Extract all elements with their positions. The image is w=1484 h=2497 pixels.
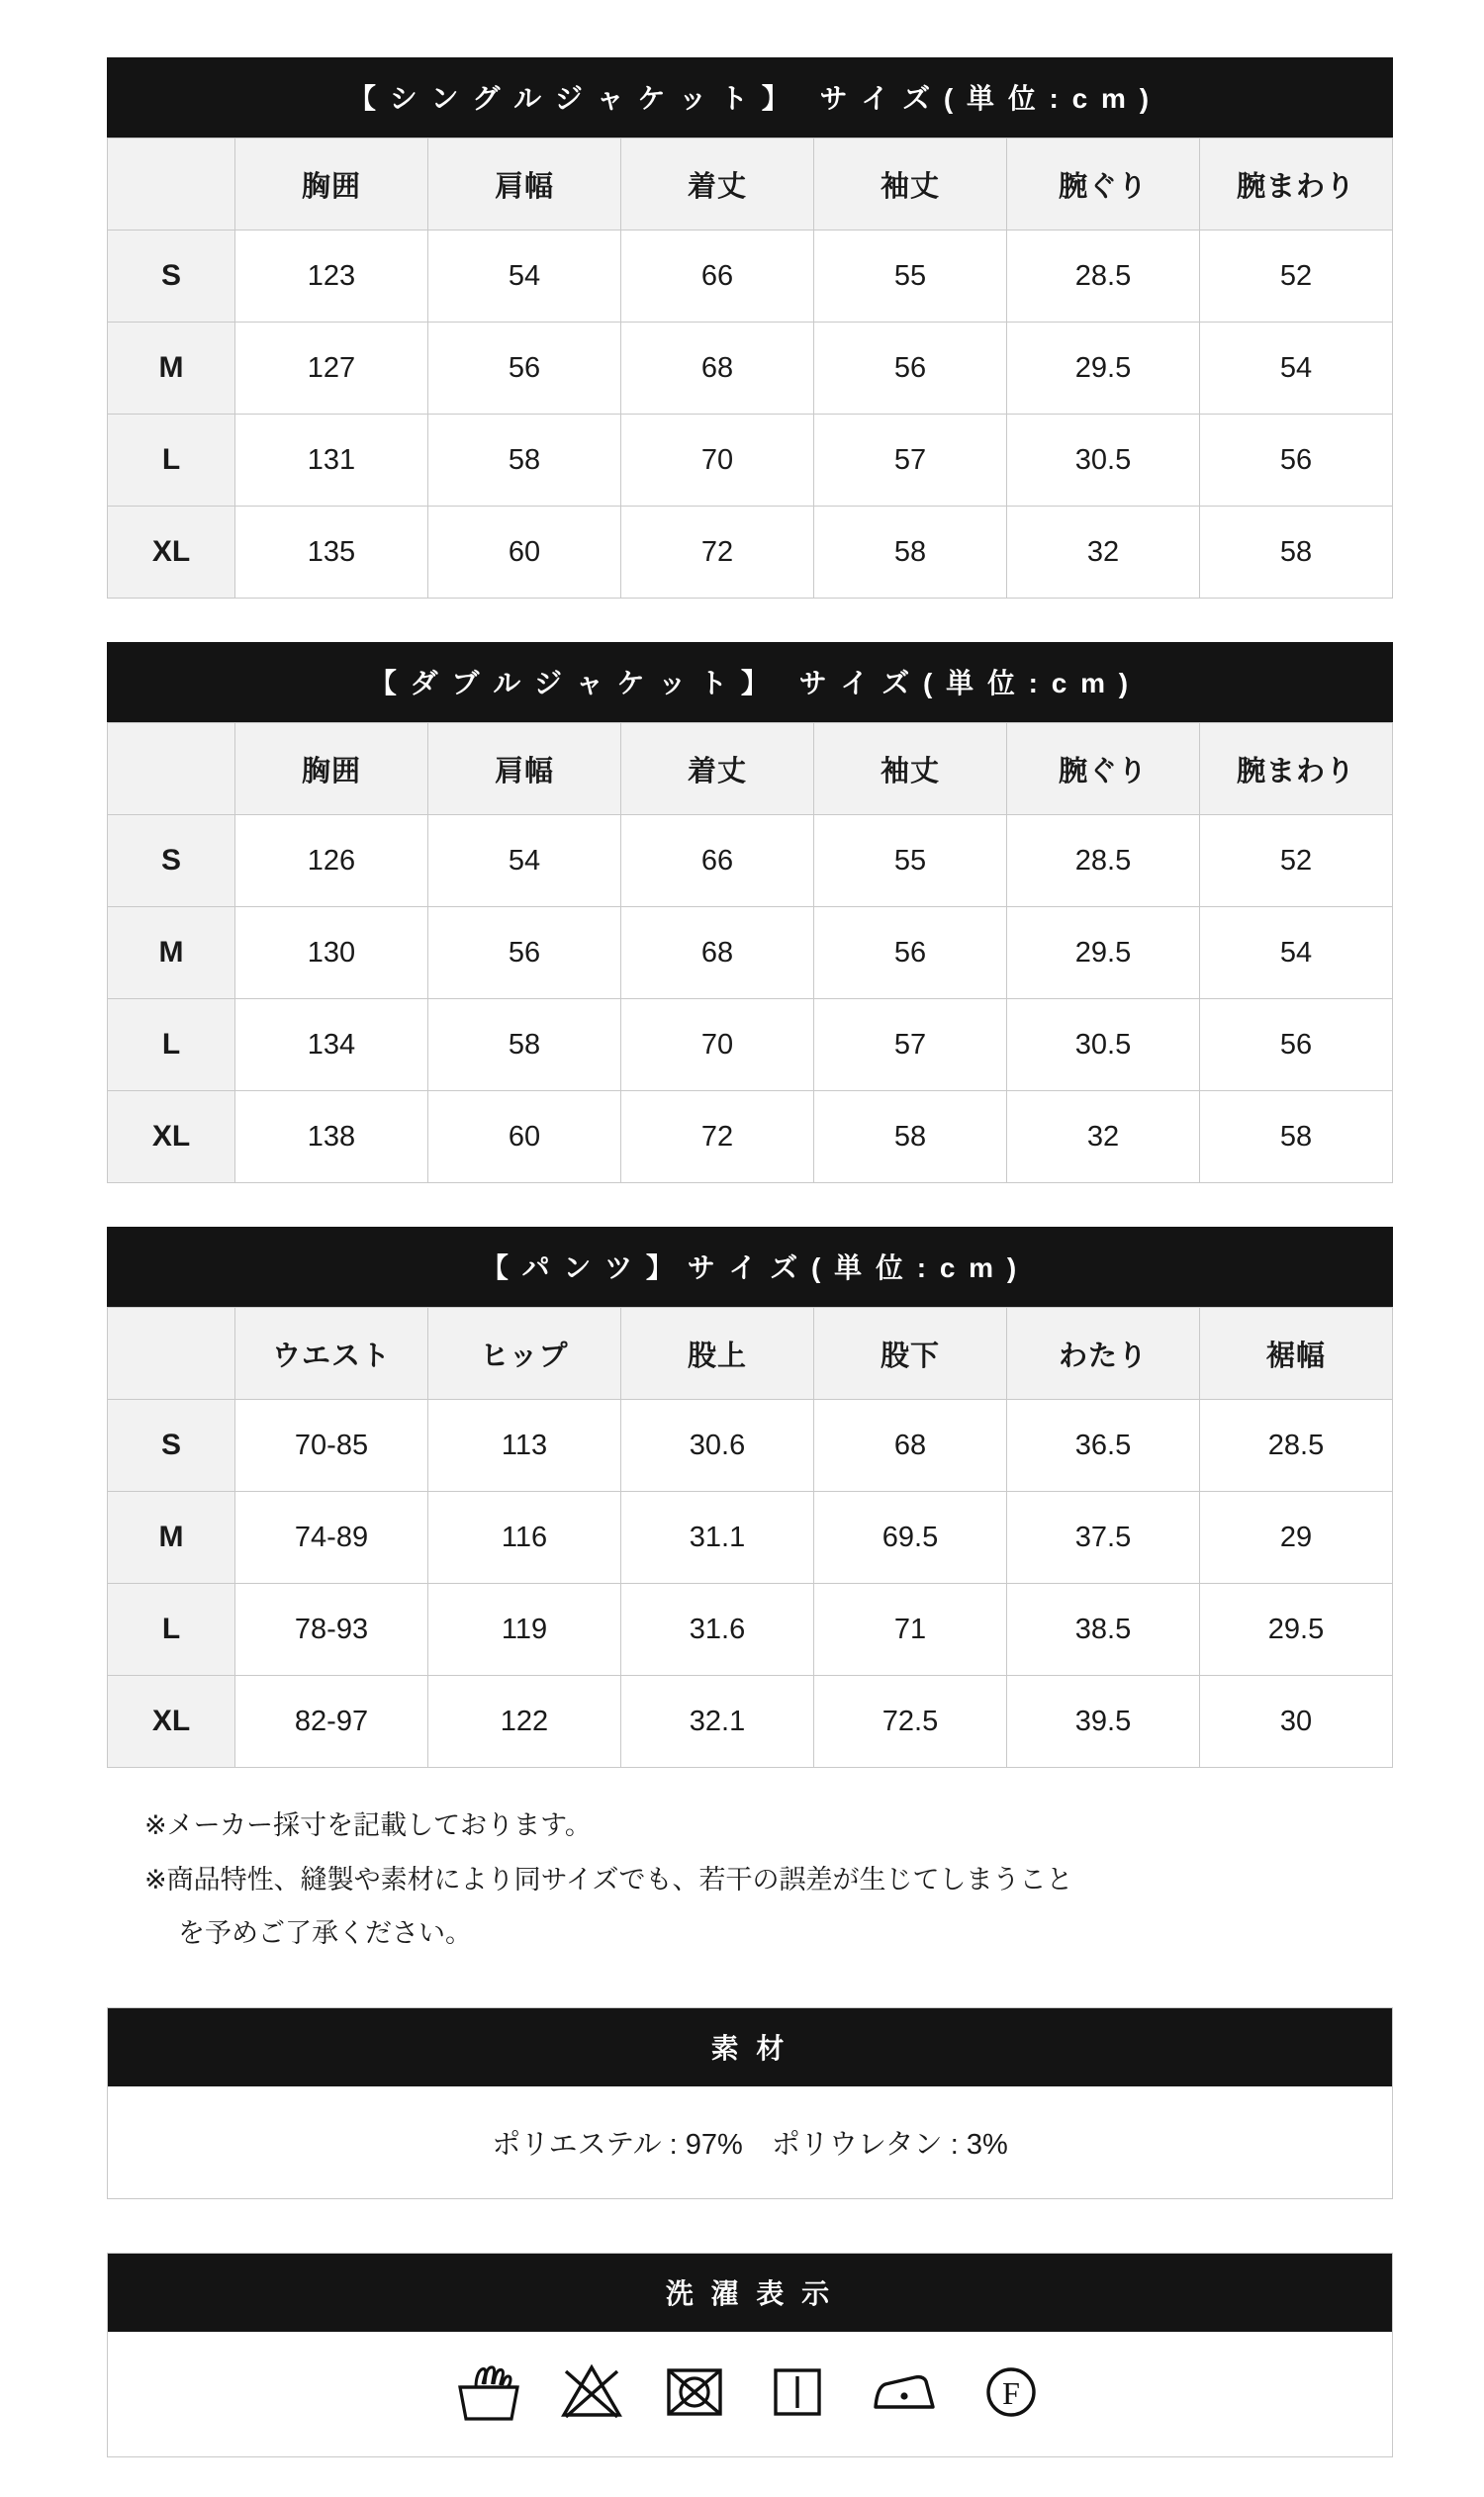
table-header-single-jacket bbox=[108, 139, 1393, 231]
table-cell: 28.5 bbox=[1007, 815, 1200, 907]
table-cell: 68 bbox=[621, 323, 814, 415]
table-row bbox=[108, 1400, 1393, 1492]
table-cell: 74-89 bbox=[235, 1492, 428, 1584]
row-header-size: L bbox=[108, 999, 235, 1091]
table-cell: 52 bbox=[1200, 231, 1393, 323]
no-bleach-icon bbox=[557, 2358, 626, 2427]
table-cell: 78-93 bbox=[235, 1584, 428, 1676]
column-header: 胸囲 bbox=[235, 139, 428, 231]
table-row bbox=[108, 907, 1393, 999]
table-cell: 55 bbox=[814, 231, 1007, 323]
table-cell: 138 bbox=[235, 1091, 428, 1183]
row-header-size: XL bbox=[108, 507, 235, 599]
size-table-single-jacket bbox=[107, 57, 1393, 599]
care-panel-title: 洗 濯 表 示 bbox=[108, 2254, 1392, 2332]
table-cell: 29 bbox=[1200, 1492, 1393, 1584]
row-header-size: XL bbox=[108, 1091, 235, 1183]
column-header: 腕ぐり bbox=[1007, 139, 1200, 231]
table-cell: 60 bbox=[428, 507, 621, 599]
table-cell: 130 bbox=[235, 907, 428, 999]
table-header-row bbox=[108, 139, 1393, 231]
svg-text:F: F bbox=[1002, 2374, 1020, 2411]
table-header-double-jacket bbox=[108, 723, 1393, 815]
row-header-size: M bbox=[108, 1492, 235, 1584]
table-cell: 70 bbox=[621, 415, 814, 507]
corner-cell bbox=[108, 723, 235, 815]
table-body-pants bbox=[108, 1400, 1393, 1768]
note-line: ※商品特性、縫製や素材により同サイズでも、若干の誤差が生じてしまうこと bbox=[144, 1864, 1073, 1895]
no-tumble-dry-icon bbox=[660, 2358, 729, 2427]
column-header: 腕まわり bbox=[1200, 139, 1393, 231]
column-header: 着丈 bbox=[621, 139, 814, 231]
table-cell: 32 bbox=[1007, 507, 1200, 599]
corner-cell bbox=[108, 1308, 235, 1400]
table-cell: 123 bbox=[235, 231, 428, 323]
table-cell: 113 bbox=[428, 1400, 621, 1492]
table-cell: 56 bbox=[428, 907, 621, 999]
column-header: 裾幅 bbox=[1200, 1308, 1393, 1400]
column-header: ウエスト bbox=[235, 1308, 428, 1400]
table-row bbox=[108, 231, 1393, 323]
table-cell: 71 bbox=[814, 1584, 1007, 1676]
table-cell: 36.5 bbox=[1007, 1400, 1200, 1492]
row-header-size: XL bbox=[108, 1676, 235, 1768]
table-cell: 66 bbox=[621, 815, 814, 907]
table-cell: 131 bbox=[235, 415, 428, 507]
line-dry-icon bbox=[763, 2358, 832, 2427]
iron-low-icon bbox=[866, 2358, 943, 2427]
table-cell: 127 bbox=[235, 323, 428, 415]
table-body-single-jacket bbox=[108, 231, 1393, 599]
row-header-size: S bbox=[108, 231, 235, 323]
table-cell: 70 bbox=[621, 999, 814, 1091]
table-cell: 54 bbox=[1200, 323, 1393, 415]
table-cell: 55 bbox=[814, 815, 1007, 907]
table-cell: 56 bbox=[428, 323, 621, 415]
table-cell: 58 bbox=[814, 507, 1007, 599]
table-cell: 82-97 bbox=[235, 1676, 428, 1768]
table-cell: 119 bbox=[428, 1584, 621, 1676]
note-line: を予めご了承ください。 bbox=[178, 1918, 472, 1948]
hand-wash-icon bbox=[454, 2358, 523, 2427]
table-cell: 54 bbox=[428, 231, 621, 323]
table-cell: 58 bbox=[1200, 1091, 1393, 1183]
table-cell: 66 bbox=[621, 231, 814, 323]
table-cell: 56 bbox=[814, 907, 1007, 999]
column-header: 胸囲 bbox=[235, 723, 428, 815]
table-header-row bbox=[108, 1308, 1393, 1400]
table-cell: 56 bbox=[1200, 415, 1393, 507]
table-cell: 58 bbox=[428, 415, 621, 507]
table-row bbox=[108, 1584, 1393, 1676]
table-cell: 57 bbox=[814, 999, 1007, 1091]
row-header-size: M bbox=[108, 907, 235, 999]
table-body-double-jacket bbox=[108, 815, 1393, 1183]
table-header-pants bbox=[108, 1308, 1393, 1400]
table-caption-double-jacket: 【 ダ ブ ル ジ ャ ケ ッ ト 】 サ イ ズ ( 単 位 : c m ) bbox=[107, 642, 1393, 722]
column-header: 股下 bbox=[814, 1308, 1007, 1400]
table-caption-pants: 【 パ ン ツ 】 サ イ ズ ( 単 位 : c m ) bbox=[107, 1227, 1393, 1307]
size-table-pants bbox=[107, 1227, 1393, 1768]
row-header-size: M bbox=[108, 323, 235, 415]
care-panel bbox=[107, 2253, 1393, 2457]
table-cell: 116 bbox=[428, 1492, 621, 1584]
table-row bbox=[108, 815, 1393, 907]
table-cell: 29.5 bbox=[1007, 907, 1200, 999]
size-table-double-jacket bbox=[107, 642, 1393, 1183]
table-cell: 32.1 bbox=[621, 1676, 814, 1768]
table-cell: 31.1 bbox=[621, 1492, 814, 1584]
table-cell: 122 bbox=[428, 1676, 621, 1768]
column-header: 袖丈 bbox=[814, 139, 1007, 231]
column-header: ヒップ bbox=[428, 1308, 621, 1400]
table-cell: 28.5 bbox=[1200, 1400, 1393, 1492]
care-panel-body bbox=[108, 2332, 1392, 2456]
table-cell: 72.5 bbox=[814, 1676, 1007, 1768]
table-cell: 126 bbox=[235, 815, 428, 907]
table-cell: 69.5 bbox=[814, 1492, 1007, 1584]
column-header: わたり bbox=[1007, 1308, 1200, 1400]
column-header: 袖丈 bbox=[814, 723, 1007, 815]
care-symbol-list bbox=[108, 2358, 1392, 2427]
table-cell: 56 bbox=[1200, 999, 1393, 1091]
table-caption-single-jacket: 【 シ ン グ ル ジ ャ ケ ッ ト 】 サ イ ズ ( 単 位 : c m ) bbox=[107, 57, 1393, 138]
table-row bbox=[108, 323, 1393, 415]
table-header-row bbox=[108, 723, 1393, 815]
measurement-notes bbox=[107, 1805, 1377, 1954]
table-cell: 58 bbox=[1200, 507, 1393, 599]
table-row bbox=[108, 999, 1393, 1091]
column-header: 腕ぐり bbox=[1007, 723, 1200, 815]
row-header-size: L bbox=[108, 1584, 235, 1676]
table-cell: 70-85 bbox=[235, 1400, 428, 1492]
table-cell: 58 bbox=[428, 999, 621, 1091]
material-panel bbox=[107, 2007, 1393, 2199]
column-header: 着丈 bbox=[621, 723, 814, 815]
table-cell: 30.6 bbox=[621, 1400, 814, 1492]
row-header-size: L bbox=[108, 415, 235, 507]
row-header-size: S bbox=[108, 1400, 235, 1492]
table-cell: 68 bbox=[814, 1400, 1007, 1492]
table-row bbox=[108, 507, 1393, 599]
table-cell: 28.5 bbox=[1007, 231, 1200, 323]
table-cell: 29.5 bbox=[1007, 323, 1200, 415]
table-cell: 134 bbox=[235, 999, 428, 1091]
table-cell: 37.5 bbox=[1007, 1492, 1200, 1584]
table-cell: 54 bbox=[428, 815, 621, 907]
material-panel-text: ポリエステル : 97% ポリウレタン : 3% bbox=[108, 2086, 1392, 2198]
column-header: 肩幅 bbox=[428, 723, 621, 815]
table-cell: 68 bbox=[621, 907, 814, 999]
table-cell: 31.6 bbox=[621, 1584, 814, 1676]
table-cell: 52 bbox=[1200, 815, 1393, 907]
table-cell: 60 bbox=[428, 1091, 621, 1183]
table-cell: 32 bbox=[1007, 1091, 1200, 1183]
note-line: ※メーカー採寸を記載しております。 bbox=[144, 1810, 592, 1840]
table-row bbox=[108, 1676, 1393, 1768]
table-cell: 56 bbox=[814, 323, 1007, 415]
corner-cell bbox=[108, 139, 235, 231]
table-cell: 57 bbox=[814, 415, 1007, 507]
table-cell: 58 bbox=[814, 1091, 1007, 1183]
table-cell: 30 bbox=[1200, 1676, 1393, 1768]
table-cell: 54 bbox=[1200, 907, 1393, 999]
table-cell: 29.5 bbox=[1200, 1584, 1393, 1676]
column-header: 股上 bbox=[621, 1308, 814, 1400]
row-header-size: S bbox=[108, 815, 235, 907]
table-cell: 72 bbox=[621, 507, 814, 599]
table-cell: 30.5 bbox=[1007, 999, 1200, 1091]
table-row bbox=[108, 415, 1393, 507]
table-row bbox=[108, 1492, 1393, 1584]
table-row bbox=[108, 1091, 1393, 1183]
table-cell: 39.5 bbox=[1007, 1676, 1200, 1768]
table-cell: 72 bbox=[621, 1091, 814, 1183]
table-cell: 38.5 bbox=[1007, 1584, 1200, 1676]
table-cell: 135 bbox=[235, 507, 428, 599]
table-cell: 30.5 bbox=[1007, 415, 1200, 507]
dryclean-f-icon bbox=[976, 2358, 1046, 2427]
material-panel-title: 素 材 bbox=[108, 2008, 1392, 2086]
column-header: 腕まわり bbox=[1200, 723, 1393, 815]
column-header: 肩幅 bbox=[428, 139, 621, 231]
